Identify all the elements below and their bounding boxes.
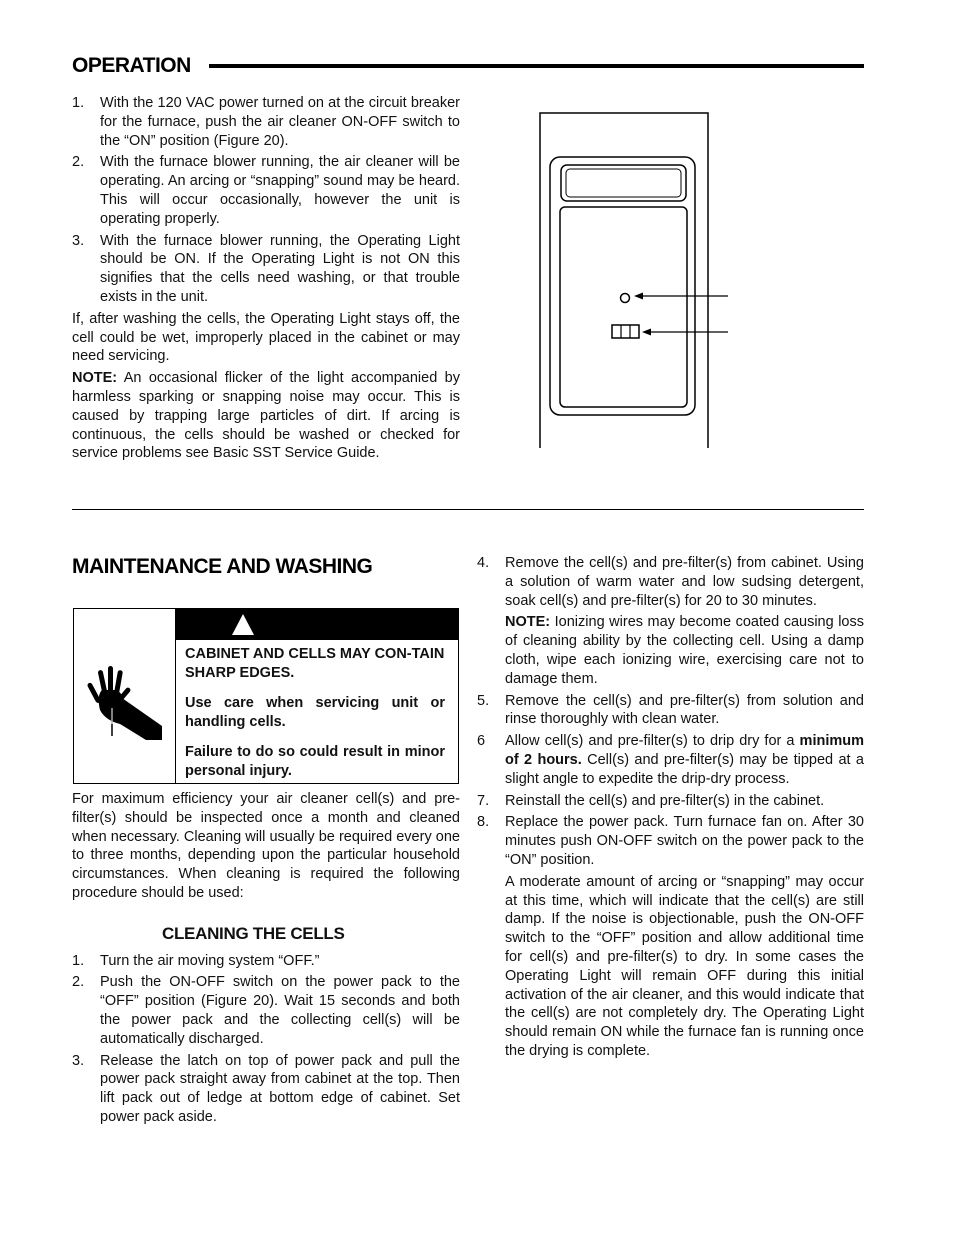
cleaning-step-5: 5. Remove the cell(s) and pre-filter(s) from solution and rinse thoroughly with clean water.: [477, 692, 864, 728]
warning-box: [73, 608, 459, 784]
cleaning-step-1: 1. Turn the air moving system “OFF.”: [72, 952, 320, 969]
operation-heading: OPERATION: [72, 54, 191, 77]
operating-light-icon: [621, 294, 630, 303]
cleaning-subheading: CLEANING THE CELLS: [162, 923, 345, 943]
warning-text: [185, 645, 445, 781]
cleaning-step-8: 8. Replace the power pack. Turn furnace fan on. After 30 minutes push ON-OFF switch on the power pack to the “ON” position.: [477, 814, 864, 868]
operation-rule: [209, 64, 864, 68]
operation-text: [72, 94, 460, 466]
operation-note: NOTE: An occasional flicker of the light accompanied by harmless sparking or snapping noise may occur. This is caused by trapping large particles of dirt. If arcing is continuous, the cells should be washed or checked for service problems see Basic SST Service Guide.: [72, 370, 460, 462]
operation-paragraph: If, after washing the cells, the Operating Light stays off, the cell could be wet, improperly placed in the cabinet or may need servicing.: [72, 310, 460, 365]
warning-line-3: Failure to do so could result in minor personal injury.: [185, 744, 445, 779]
cleaning-closing: A moderate amount of arcing or “snapping” may occur at this time, which will indicate that the cell(s) are still damp. If the noise is objectionable, push the ON-OFF switch to the “OFF” position and allow additional time for cell(s) and pre-filter(s) to dry. In some cases the Operating Light will remain OFF during this initial activation of the air cleaner, and this would indicate that the cell(s) are not completely dry. The Operating Light should remain ON while the furnace fan is running once the drying is complete.: [505, 873, 864, 1059]
warning-triangle-icon: [231, 612, 255, 636]
inner-panel: [560, 207, 687, 407]
power-pack-figure: [530, 105, 740, 450]
maintenance-right-column: [477, 554, 864, 1064]
cabinet-outline: [540, 113, 708, 448]
operation-step-3: 3. With the furnace blower running, the Operating Light should be ON. If the Operating Light is not ON this signifies that the cells need washing, or that trouble exists in the unit.: [72, 232, 460, 305]
cleaning-step-3: 3. Release the latch on top of power pack and pull the power pack straight away from cabinet at the top. Then lift pack out of ledge at bottom edge of cabinet. Set power pack aside.: [72, 1052, 460, 1125]
warning-header-bar: [175, 609, 459, 640]
warning-icon-panel: [74, 609, 176, 783]
warning-line-1: CABINET AND CELLS MAY CON-TAIN SHARP EDGES.: [185, 646, 445, 681]
cleaning-step-4: 4. Remove the cell(s) and pre-filter(s) from cabinet. Using a solution of warm water and low sudsing detergent, soak cell(s) and pre-filter(s) for 20 to 30 minutes.: [477, 555, 864, 609]
hand-cut-icon: [86, 664, 166, 744]
latch-handle-inner: [566, 169, 681, 197]
operation-step-2: 2. With the furnace blower running, the air cleaner will be operating. An arcing or “snapping” sound may be heard. This will occur occasionally, however the unit is operating properly.: [72, 154, 460, 227]
latch-handle: [561, 165, 686, 201]
maintenance-left-column: [72, 790, 460, 1130]
cleaning-step-7: 7. Reinstall the cell(s) and pre-filter(s) in the cabinet.: [477, 792, 825, 809]
maintenance-intro: For maximum efficiency your air cleaner cell(s) and pre-filter(s) should be inspected once a month and cleaned when necessary. Cleaning will usually be required every one to three months, depending upon the particular household circumstances. When cleaning is required the following procedure should be used:: [72, 791, 460, 901]
on-off-switch-icon: [612, 325, 639, 338]
cleaning-note: NOTE: Ionizing wires may become coated causing loss of cleaning ability by the collecting cell. Using a damp cloth, wipe each ionizing wire, exercising care not to damage them.: [505, 614, 864, 687]
operation-step-1: 1. With the 120 VAC power turned on at the circuit breaker for the furnace, push the air cleaner ON-OFF switch to the “ON” position (Figure 20).: [72, 95, 460, 149]
maintenance-heading: MAINTENANCE AND WASHING: [72, 555, 373, 578]
power-pack-body: [550, 157, 695, 415]
cleaning-step-2: 2. Push the ON-OFF switch on the power pack to the “OFF” position (Figure 20). Wait 15 seconds and both the power pack and the collecting cell(s) will be automatically discharged.: [72, 974, 460, 1047]
section-divider: [72, 509, 864, 510]
light-arrow-icon: [634, 293, 643, 300]
warning-line-2: Use care when servicing unit or handling cells.: [185, 695, 445, 730]
cleaning-step-6: 6 Allow cell(s) and pre-filter(s) to drip dry for a minimum of 2 hours. Cell(s) and pre-filter(s) may be tipped at a slight angle to expedite the drip-dry process.: [477, 733, 864, 787]
switch-arrow-icon: [642, 329, 651, 336]
